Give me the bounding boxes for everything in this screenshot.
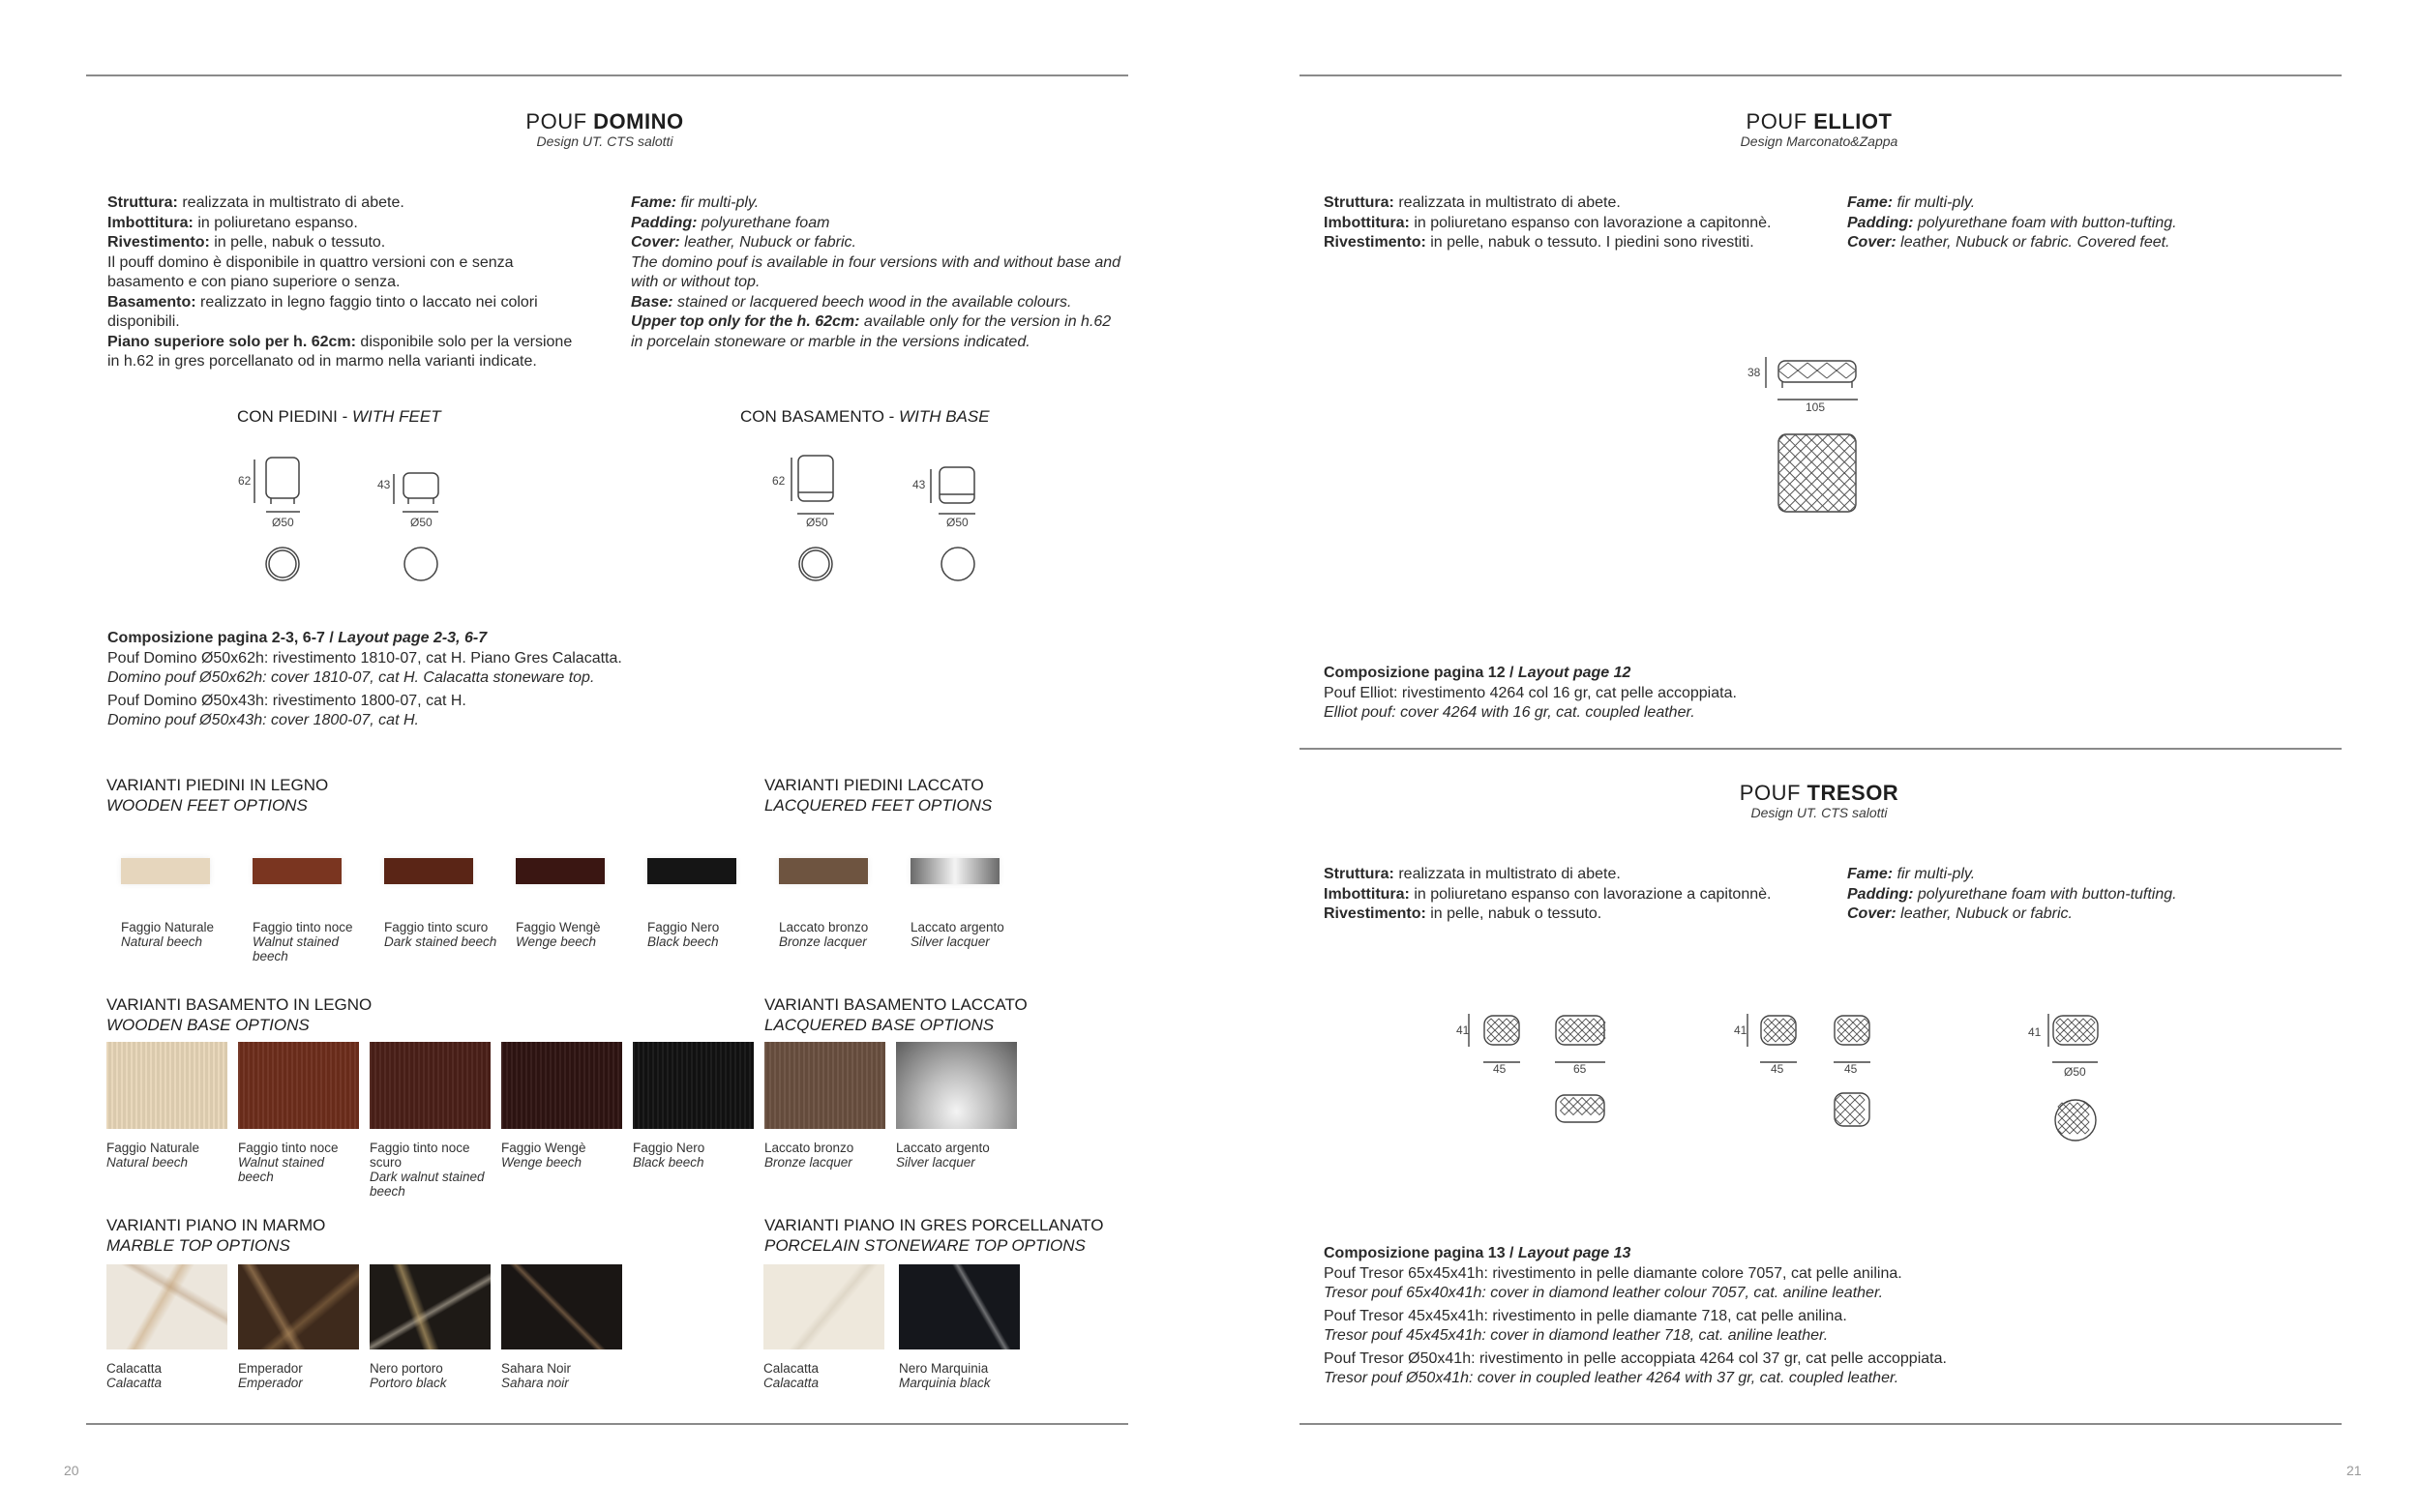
desc-line: Imbottitura: in poliuretano espanso con lavorazione a capitonnè. (1324, 214, 1772, 231)
elliot-desc-it (1324, 193, 1827, 253)
tresor-dim-d: Ø50 (2064, 1065, 2086, 1079)
swatch-name-en: Dark stained beech (384, 934, 497, 949)
tresor-dim-w45-2: 45 (1771, 1062, 1784, 1076)
elliot-drawing (1761, 353, 1867, 522)
tresor-title: POUF TRESOR (1739, 781, 1899, 805)
desc-line: Struttura: realizzata in multistrato di abete. (1324, 194, 1621, 211)
porcelain-heading: VARIANTI PIANO IN GRES PORCELLANATO PORCELAIN STONEWARE TOP OPTIONS (764, 1216, 1104, 1255)
domino-desc-en (631, 193, 1124, 352)
dim-h43-feet: 43 (377, 478, 391, 491)
swatch-caption (779, 920, 900, 949)
swatch (121, 858, 210, 884)
comp-line-en: Domino pouf Ø50x43h: cover 1800-07, cat H. (107, 712, 419, 728)
swatch (896, 1042, 1017, 1129)
elliot-designer: Design Marconato&Zappa (1740, 133, 1898, 149)
desc-line: Fame: fir multi-ply. (631, 194, 760, 211)
swatch-caption (516, 920, 637, 949)
swatch-name-en: Calacatta (106, 1376, 163, 1390)
swatch-name-en: Marquinia black (899, 1376, 991, 1390)
swatch-name: Sahara Noir (501, 1361, 572, 1376)
swatch-name-en: Emperador (238, 1376, 303, 1390)
swatch-caption (896, 1141, 1017, 1170)
swatch (370, 1042, 491, 1129)
swatch-name-en: Bronze lacquer (779, 934, 867, 949)
tresor-desc-it (1324, 865, 1827, 925)
swatch-name-en: Silver lacquer (896, 1155, 975, 1170)
with-feet-label: CON PIEDINI - WITH FEET (237, 407, 441, 426)
swatch-name: Nero portoro (370, 1361, 443, 1376)
desc-line: Base: stained or lacquered beech wood in the available colours. (631, 293, 1072, 311)
desc-line: Piano superiore solo per h. 62cm: disponibile solo per la versione in h.62 in gres porcellanato od in marmo nella varianti indicate. (107, 333, 573, 370)
desc-line: The domino pouf is available in four versions with and without base and with or without top. (631, 253, 1121, 290)
swatch-name-en: Wenge beech (516, 934, 597, 949)
lacquered-feet-heading: VARIANTI PIEDINI LACCATO LACQUERED FEET OPTIONS (764, 776, 993, 815)
swatch-name: Faggio Nero (647, 920, 720, 934)
comp-line-en: Tresor pouf 45x45x41h: cover in diamond leather 718, cat. aniline leather. (1324, 1327, 1829, 1344)
desc-line: Rivestimento: in pelle, nabuk o tessuto. (107, 234, 386, 251)
with-base-label: CON BASAMENTO - WITH BASE (740, 407, 990, 426)
desc-line: Rivestimento: in pelle, nabuk o tessuto. (1324, 905, 1602, 922)
swatch-name-en: Dark walnut stained beech (370, 1170, 485, 1199)
swatch-name-en: Portoro black (370, 1376, 447, 1390)
domino-title-name: DOMINO (593, 109, 684, 133)
dim-h43-base: 43 (912, 478, 926, 491)
comp-title: Composizione pagina 13 / Layout page 13 (1324, 1245, 1631, 1261)
elliot-desc-en (1847, 193, 2331, 253)
bottom-rule-right (1299, 1423, 2342, 1425)
dim-h62-base: 62 (772, 474, 786, 488)
page-number-right: 21 (2346, 1463, 2362, 1478)
swatch-caption (764, 1141, 885, 1170)
top-rule-left (86, 74, 1128, 76)
swatch-name: Laccato bronzo (779, 920, 869, 934)
domino-title (339, 109, 871, 134)
domino-drawings (223, 450, 997, 585)
dim-d-feet-62: Ø50 (272, 516, 294, 529)
comp-line-en: Domino pouf Ø50x62h: cover 1810-07, cat H. Calacatta stoneware top. (107, 669, 595, 686)
tresor-designer: Design UT. CTS salotti (1750, 805, 1888, 820)
swatch-name: Faggio Naturale (106, 1141, 200, 1155)
desc-line: Basamento: realizzato in legno faggio tinto o laccato nei colori disponibili. (107, 293, 538, 330)
swatch-name-en: Wenge beech (501, 1155, 582, 1170)
domino-title-prefix: POUF (525, 109, 594, 133)
desc-line: Fame: fir multi-ply. (1847, 194, 1976, 211)
tresor-composition (1324, 1244, 2340, 1389)
marble-heading: VARIANTI PIANO IN MARMO MARBLE TOP OPTIONS (106, 1216, 326, 1255)
lacquered-base-heading: VARIANTI BASAMENTO LACCATO LACQUERED BASE OPTIONS (764, 995, 1028, 1034)
swatch (370, 1264, 491, 1349)
desc-line: Fame: fir multi-ply. (1847, 866, 1976, 882)
desc-line: Cover: leather, Nubuck or fabric. Covered feet. (1847, 234, 2170, 251)
desc-line: Struttura: realizzata in multistrato di abete. (1324, 866, 1621, 882)
comp-title: Composizione pagina 12 / Layout page 12 (1324, 665, 1631, 681)
swatch-name-en: Black beech (647, 934, 719, 949)
swatch-caption (501, 1141, 622, 1170)
swatch-caption (253, 920, 373, 964)
swatch (763, 1264, 884, 1349)
comp-line-en: Elliot pouf: cover 4264 with 16 gr, cat. coupled leather. (1324, 704, 1695, 721)
swatch (238, 1042, 359, 1129)
swatch-caption (238, 1361, 359, 1390)
swatch-name-en: Walnut stained beech (238, 1155, 325, 1184)
swatch (501, 1264, 622, 1349)
swatch-caption (238, 1141, 359, 1184)
comp-line: Pouf Domino Ø50x62h: rivestimento 1810-07, cat H. Piano Gres Calacatta. (107, 649, 622, 667)
swatch (647, 858, 736, 884)
swatch-caption (763, 1361, 884, 1390)
desc-line: Imbottitura: in poliuretano espanso con lavorazione a capitonnè. (1324, 885, 1772, 903)
swatch (384, 858, 473, 884)
tresor-dim-w45-3: 45 (1844, 1062, 1858, 1076)
comp-title: Composizione pagina 2-3, 6-7 / Layout page 2-3, 6-7 (107, 630, 488, 646)
dim-h62-feet: 62 (238, 474, 252, 488)
tresor-dim-w65: 65 (1573, 1062, 1587, 1076)
desc-line: Struttura: realizzata in multistrato di abete. (107, 194, 404, 211)
desc-line: Cover: leather, Nubuck or fabric. (631, 234, 856, 251)
swatch-name: Calacatta (106, 1361, 163, 1376)
swatch-name-en: Walnut stained beech (253, 934, 340, 964)
desc-line: Rivestimento: in pelle, nabuk o tessuto. I piedini sono rivestiti. (1324, 234, 1754, 251)
wooden-base-heading: VARIANTI BASAMENTO IN LEGNO WOODEN BASE OPTIONS (106, 995, 373, 1034)
comp-line: Pouf Elliot: rivestimento 4264 col 16 gr, cat pelle accoppiata. (1324, 684, 1737, 701)
swatch-name: Nero Marquinia (899, 1361, 989, 1376)
swatch-name: Faggio tinto noce scuro (370, 1141, 470, 1170)
swatch (253, 858, 342, 884)
desc-line: Il pouff domino è disponibile in quattro versioni con e senza basamento e con piano superiore o senza. (107, 253, 514, 290)
tresor-dim-w45-1: 45 (1493, 1062, 1507, 1076)
swatch-caption (384, 920, 505, 949)
tresor-dim-h-3: 41 (2028, 1025, 2042, 1039)
swatch-name-en: Natural beech (106, 1155, 189, 1170)
swatch-caption (899, 1361, 1020, 1390)
swatch (899, 1264, 1020, 1349)
swatch-name-en: Sahara noir (501, 1376, 569, 1390)
swatch-name-en: Bronze lacquer (764, 1155, 852, 1170)
desc-line: Padding: polyurethane foam with button-tufting. (1847, 214, 2177, 231)
swatch-name-en: Silver lacquer (911, 934, 990, 949)
desc-line: Upper top only for the h. 62cm: available only for the version in h.62 in porcelain stoneware or marble in the versions indicated. (631, 313, 1112, 350)
swatch-name: Laccato argento (896, 1141, 990, 1155)
desc-line: Padding: polyurethane foam (631, 214, 830, 231)
swatch-name: Calacatta (763, 1361, 820, 1376)
middle-rule-right (1299, 748, 2342, 750)
elliot-composition (1324, 664, 2291, 724)
swatch-name: Faggio Wengè (516, 920, 601, 934)
swatch-caption (121, 920, 242, 949)
swatch (764, 1042, 885, 1129)
swatch-name: Faggio Naturale (121, 920, 215, 934)
swatch (516, 858, 605, 884)
swatch-caption (633, 1141, 754, 1170)
swatch-name: Faggio tinto noce (253, 920, 353, 934)
swatch-caption (106, 1361, 227, 1390)
elliot-dim-w: 105 (1806, 400, 1826, 414)
swatch-name-en: Calacatta (763, 1376, 820, 1390)
swatch (501, 1042, 622, 1129)
comp-line-en: Tresor pouf Ø50x41h: cover in coupled leather 4264 with 37 gr, cat. coupled leather. (1324, 1370, 1899, 1386)
swatch (633, 1042, 754, 1129)
swatch-name: Faggio Wengè (501, 1141, 586, 1155)
page-number-left: 20 (64, 1463, 79, 1478)
desc-line: Imbottitura: in poliuretano espanso. (107, 214, 358, 231)
swatch-name-en: Black beech (633, 1155, 704, 1170)
comp-line: Pouf Tresor 45x45x41h: rivestimento in pelle diamante 718, cat pelle anilina. (1324, 1307, 1847, 1324)
desc-line: Padding: polyurethane foam with button-tufting. (1847, 885, 2177, 903)
wooden-feet-heading: VARIANTI PIEDINI IN LEGNO WOODEN FEET OPTIONS (106, 776, 329, 815)
tresor-dim-h-1: 41 (1456, 1023, 1470, 1037)
swatch-caption (647, 920, 768, 949)
comp-line: Pouf Tresor 65x45x41h: rivestimento in pelle diamante colore 7057, cat pelle anilina. (1324, 1264, 1902, 1282)
swatch-name-en: Natural beech (121, 934, 203, 949)
swatch (779, 858, 868, 884)
comp-line: Pouf Domino Ø50x43h: rivestimento 1800-07, cat H. (107, 692, 466, 709)
tresor-drawings (1451, 1006, 2129, 1151)
swatch-caption (501, 1361, 622, 1390)
swatch (106, 1264, 227, 1349)
swatch-name: Faggio tinto scuro (384, 920, 489, 934)
tresor-desc-en (1847, 865, 2331, 925)
dim-d-base-43: Ø50 (946, 516, 969, 529)
dim-d-base-62: Ø50 (806, 516, 828, 529)
bottom-rule-left (86, 1423, 1128, 1425)
elliot-dim-h: 38 (1747, 366, 1761, 379)
comp-line-en: Tresor pouf 65x40x41h: cover in diamond leather colour 7057, cat. aniline leather. (1324, 1285, 1884, 1301)
swatch-caption (370, 1361, 491, 1390)
top-rule-right (1299, 74, 2342, 76)
domino-desc-it (107, 193, 582, 372)
dim-d-feet-43: Ø50 (410, 516, 433, 529)
swatch-name: Laccato argento (911, 920, 1004, 934)
swatch-name: Emperador (238, 1361, 303, 1376)
swatch-name: Faggio tinto noce (238, 1141, 339, 1155)
swatch (106, 1042, 227, 1129)
desc-line: Cover: leather, Nubuck or fabric. (1847, 905, 2073, 922)
tresor-dim-h-2: 41 (1734, 1023, 1747, 1037)
swatch-name: Laccato bronzo (764, 1141, 854, 1155)
swatch-caption (911, 920, 1031, 949)
elliot-title: POUF ELLIOT (1746, 109, 1893, 133)
swatch-name: Faggio Nero (633, 1141, 705, 1155)
domino-composition (107, 629, 1075, 731)
swatch (238, 1264, 359, 1349)
swatch-caption (370, 1141, 491, 1199)
swatch (911, 858, 1000, 884)
comp-line: Pouf Tresor Ø50x41h: rivestimento in pelle accoppiata 4264 col 37 gr, cat pelle accoppiata. (1324, 1349, 1947, 1367)
domino-designer: Design UT. CTS salotti (536, 133, 673, 149)
swatch-caption (106, 1141, 227, 1170)
